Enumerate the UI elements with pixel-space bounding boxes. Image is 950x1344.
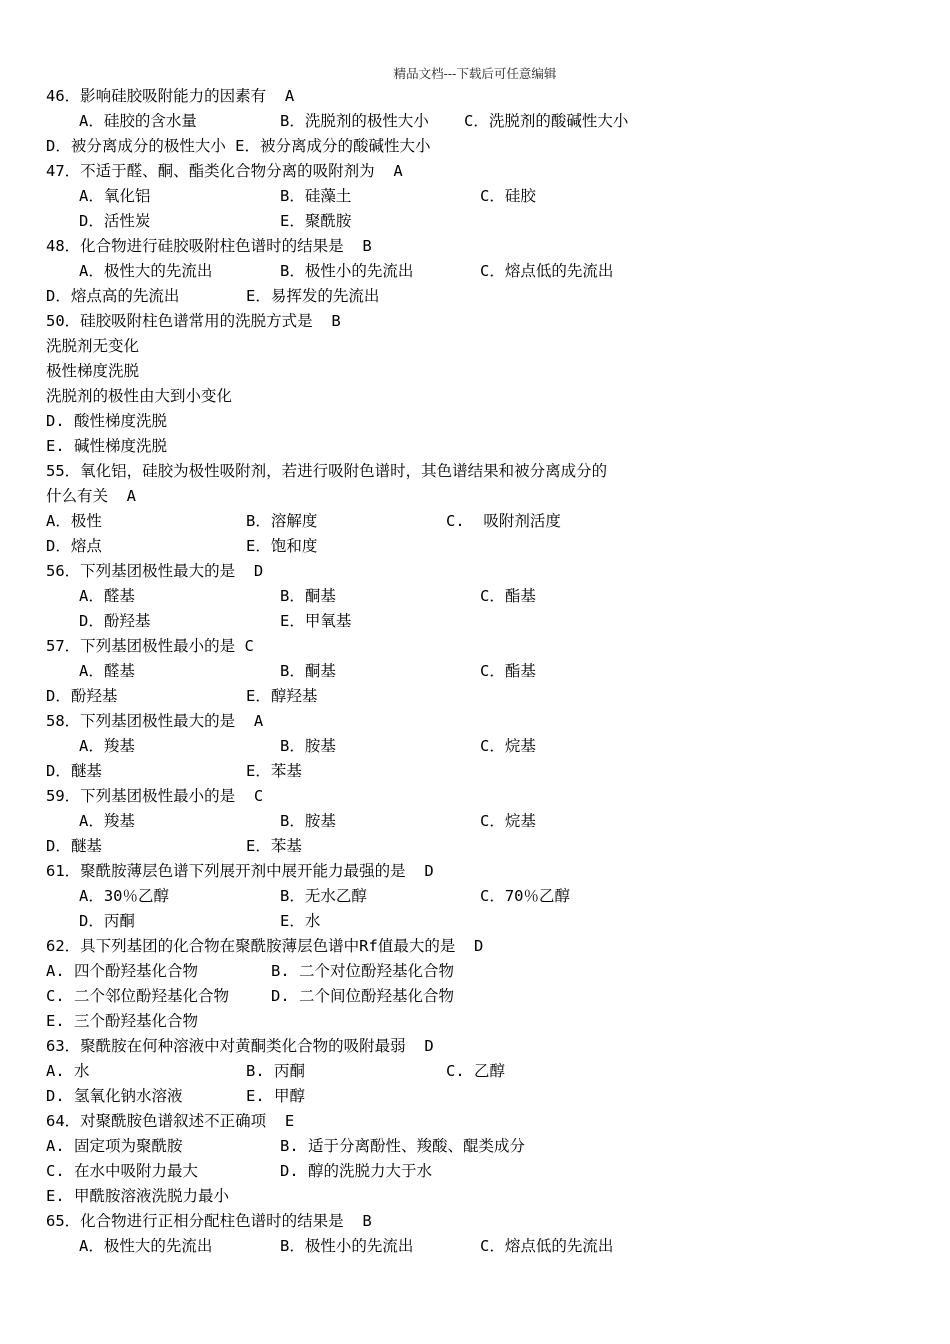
text-segment: C．烷基	[480, 812, 536, 830]
text-line	[46, 459, 926, 484]
text-segment: B. 二个对位酚羟基化合物	[271, 962, 454, 980]
text-line	[46, 1184, 926, 1209]
text-segment: C．熔点低的先流出	[480, 1237, 614, 1255]
text-segment: E．苯基	[246, 837, 302, 855]
text-segment: D．熔点	[46, 537, 102, 555]
text-segment: A．醛基	[79, 587, 135, 605]
text-segment: A．极性大的先流出	[79, 1237, 213, 1255]
text-segment: B．酮基	[280, 587, 336, 605]
text-segment: D．丙酮	[79, 912, 135, 930]
text-segment: C. 吸附剂活度	[446, 512, 561, 530]
text-segment: B. 适于分离酚性、羧酸、醌类成分	[280, 1137, 525, 1155]
text-segment: B．胺基	[280, 812, 336, 830]
text-segment: 63．聚酰胺在何种溶液中对黄酮类化合物的吸附最弱 D	[46, 1037, 434, 1055]
text-line	[46, 1009, 926, 1034]
text-line	[46, 434, 926, 459]
text-line	[46, 759, 926, 784]
text-segment: B．胺基	[280, 737, 336, 755]
text-segment: A．硅胶的含水量	[79, 112, 197, 130]
text-segment: C. 在水中吸附力最大	[46, 1162, 198, 1180]
text-segment: B. 丙酮	[246, 1062, 305, 1080]
text-line	[46, 1109, 926, 1134]
text-segment: A. 固定项为聚酰胺	[46, 1137, 183, 1155]
text-segment: 57．下列基团极性最小的是 C	[46, 637, 254, 655]
text-line	[46, 409, 926, 434]
text-segment: D．熔点高的先流出	[46, 287, 180, 305]
text-segment: C. 乙醇	[446, 1062, 505, 1080]
text-segment: 极性梯度洗脱	[46, 362, 140, 380]
text-line	[46, 1159, 926, 1184]
text-line	[46, 1134, 926, 1159]
text-segment: B．溶解度	[246, 512, 318, 530]
text-segment: E. 三个酚羟基化合物	[46, 1012, 198, 1030]
text-line	[46, 1059, 926, 1084]
text-segment: E．醇羟基	[246, 687, 318, 705]
text-segment: A. 四个酚羟基化合物	[46, 962, 198, 980]
text-line	[46, 659, 926, 684]
text-segment: E. 甲酰胺溶液洗脱力最小	[46, 1187, 229, 1205]
text-segment: 64．对聚酰胺色谱叙述不正确项 E	[46, 1112, 295, 1130]
text-segment: B．硅藻土	[280, 187, 352, 205]
text-line	[46, 509, 926, 534]
text-line	[46, 134, 926, 159]
text-segment: C．酯基	[480, 662, 536, 680]
text-line	[46, 159, 926, 184]
text-line	[46, 84, 926, 109]
text-segment: D．活性炭	[79, 212, 151, 230]
text-line	[46, 534, 926, 559]
text-segment: D. 醇的洗脱力大于水	[280, 1162, 432, 1180]
text-segment: B．极性小的先流出	[280, 262, 414, 280]
text-segment: 50．硅胶吸附柱色谱常用的洗脱方式是 B	[46, 312, 341, 330]
text-segment: 55．氧化铝，硅胶为极性吸附剂，若进行吸附色谱时，其色谱结果和被分离成分的	[46, 462, 608, 480]
text-line	[46, 884, 926, 909]
text-segment: A．醛基	[79, 662, 135, 680]
text-segment: 什么有关 A	[46, 487, 136, 505]
text-line	[46, 684, 926, 709]
text-line	[46, 334, 926, 359]
text-segment: E．水	[280, 912, 321, 930]
text-line	[46, 1209, 926, 1234]
text-segment: D．醚基	[46, 837, 102, 855]
text-segment: 洗脱剂无变化	[46, 337, 140, 355]
text-segment: C．熔点低的先流出	[480, 262, 614, 280]
text-segment: E. 甲醇	[246, 1087, 305, 1105]
text-segment: C．洗脱剂的酸碱性大小	[464, 112, 629, 130]
text-line	[46, 109, 926, 134]
text-segment: D．酚羟基	[46, 687, 118, 705]
text-segment: 46．影响硅胶吸附能力的因素有 A	[46, 87, 295, 105]
text-segment: 65．化合物进行正相分配柱色谱时的结果是 B	[46, 1212, 372, 1230]
text-segment: B．无水乙醇	[280, 887, 367, 905]
text-segment: C．70％乙醇	[480, 887, 570, 905]
text-line	[46, 234, 926, 259]
text-segment: E．易挥发的先流出	[246, 287, 380, 305]
text-segment: 56．下列基团极性最大的是 D	[46, 562, 264, 580]
text-segment: D．醚基	[46, 762, 102, 780]
text-segment: E．甲氧基	[280, 612, 352, 630]
text-segment: E. 碱性梯度洗脱	[46, 437, 167, 455]
text-line	[46, 709, 926, 734]
text-segment: C．硅胶	[480, 187, 536, 205]
text-segment: C．烷基	[480, 737, 536, 755]
text-line	[46, 284, 926, 309]
text-line	[46, 584, 926, 609]
text-line	[46, 484, 926, 509]
text-line	[46, 309, 926, 334]
text-segment: 59．下列基团极性最小的是 C	[46, 787, 264, 805]
text-segment: C．酯基	[480, 587, 536, 605]
text-segment: 58．下列基团极性最大的是 A	[46, 712, 264, 730]
text-segment: B．洗脱剂的极性大小	[280, 112, 429, 130]
text-line	[46, 1084, 926, 1109]
text-line	[46, 184, 926, 209]
text-line	[46, 834, 926, 859]
text-segment: B．酮基	[280, 662, 336, 680]
text-segment: D. 二个间位酚羟基化合物	[271, 987, 454, 1005]
text-segment: A．极性	[46, 512, 102, 530]
text-line	[46, 809, 926, 834]
text-segment: D. 酸性梯度洗脱	[46, 412, 167, 430]
text-segment: 洗脱剂的极性由大到小变化	[46, 387, 233, 405]
text-line	[46, 784, 926, 809]
text-line	[46, 859, 926, 884]
text-segment: E．苯基	[246, 762, 302, 780]
text-segment: 62．具下列基团的化合物在聚酰胺薄层色谱中Rf值最大的是 D	[46, 937, 484, 955]
text-segment: B．极性小的先流出	[280, 1237, 414, 1255]
page-header: 精品文档---下载后可任意编辑	[393, 66, 557, 81]
text-line	[46, 259, 926, 284]
text-line	[46, 934, 926, 959]
text-segment: A．极性大的先流出	[79, 262, 213, 280]
text-line	[46, 1034, 926, 1059]
text-segment: C. 二个邻位酚羟基化合物	[46, 987, 229, 1005]
text-segment: A．羧基	[79, 812, 135, 830]
text-line	[46, 909, 926, 934]
text-segment: A. 水	[46, 1062, 90, 1080]
text-line	[46, 384, 926, 409]
text-segment: D．酚羟基	[79, 612, 151, 630]
text-segment: A．氧化铝	[79, 187, 151, 205]
text-line	[46, 559, 926, 584]
text-segment: 47．不适于醛、酮、酯类化合物分离的吸附剂为 A	[46, 162, 403, 180]
text-segment: A．30％乙醇	[79, 887, 169, 905]
text-segment: E．饱和度	[246, 537, 318, 555]
text-segment: 48．化合物进行硅胶吸附柱色谱时的结果是 B	[46, 237, 372, 255]
text-line	[46, 1234, 926, 1259]
document-body	[46, 84, 926, 1259]
text-line	[46, 984, 926, 1009]
text-segment: A．羧基	[79, 737, 135, 755]
text-segment: E．聚酰胺	[280, 212, 352, 230]
text-segment: D．被分离成分的极性大小 E．被分离成分的酸碱性大小	[46, 137, 431, 155]
text-line	[46, 609, 926, 634]
text-segment: D. 氢氧化钠水溶液	[46, 1087, 183, 1105]
text-line	[46, 209, 926, 234]
text-line	[46, 959, 926, 984]
text-line	[46, 734, 926, 759]
text-line	[46, 634, 926, 659]
text-segment: 61．聚酰胺薄层色谱下列展开剂中展开能力最强的是 D	[46, 862, 434, 880]
text-line	[46, 359, 926, 384]
